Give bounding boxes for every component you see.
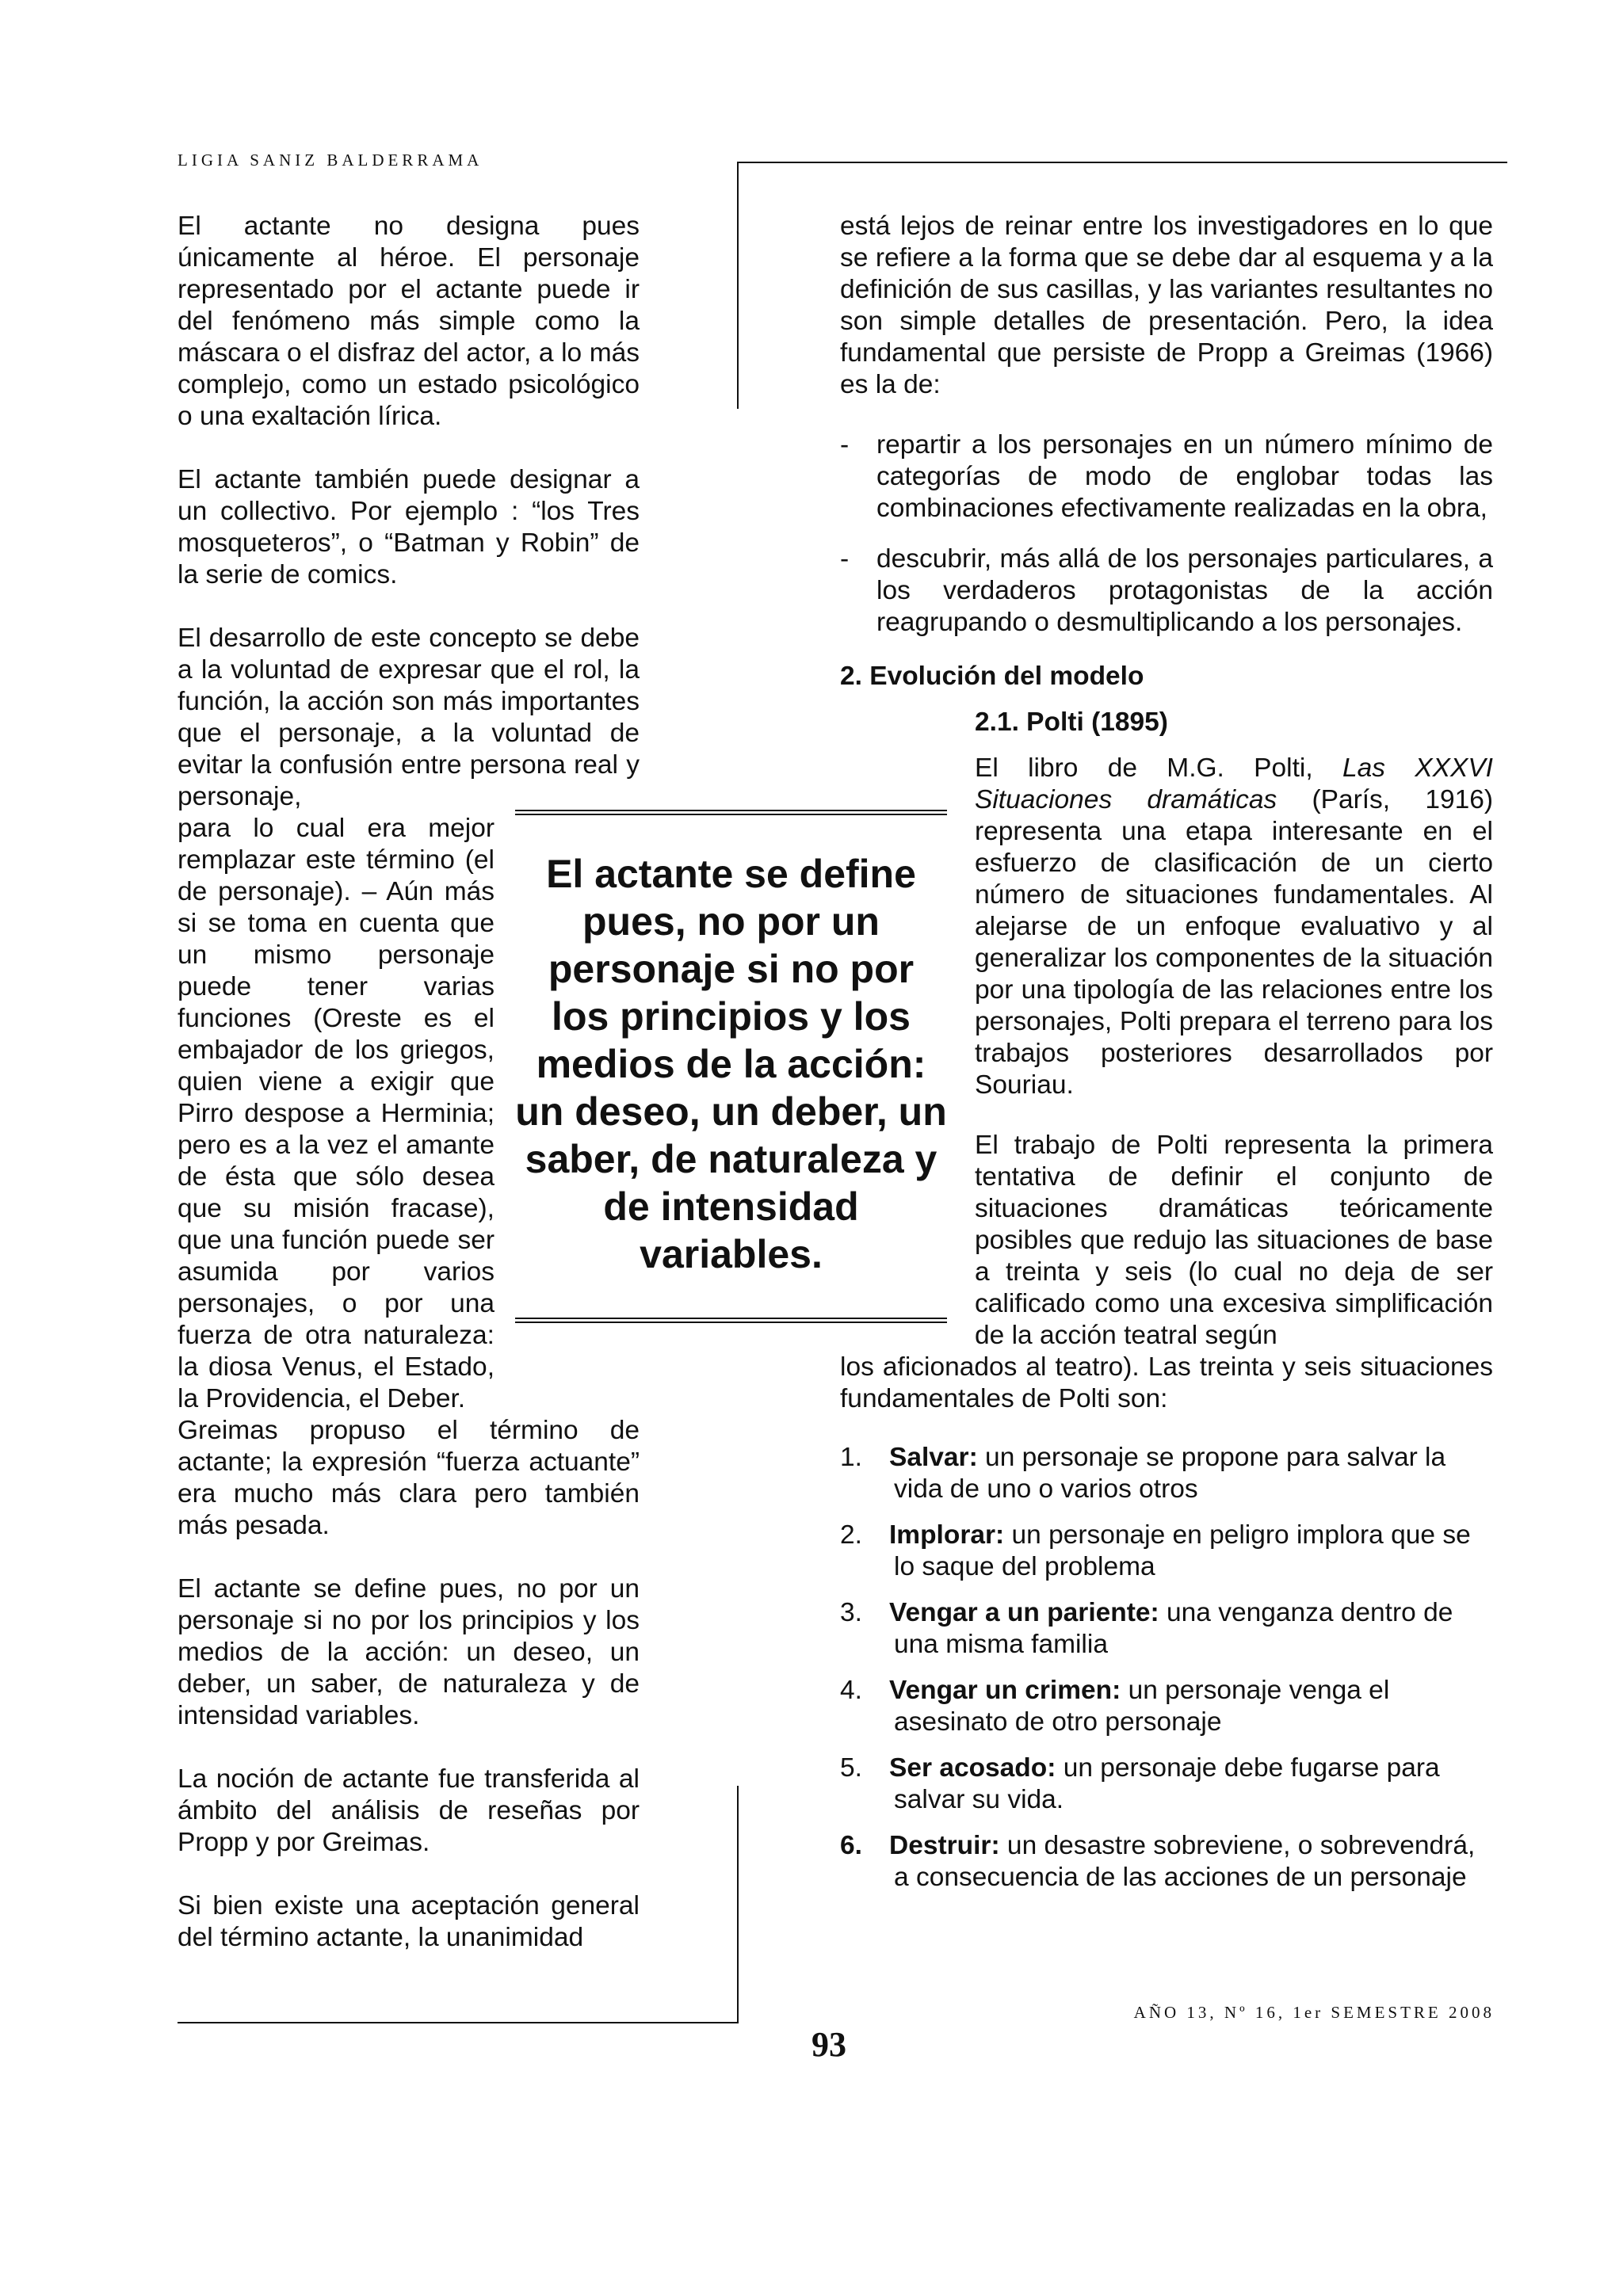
page-number: 93 (812, 2025, 846, 2064)
list-item-text (889, 1442, 1493, 1505)
frame-rule-bottom (178, 2022, 739, 2023)
list-item (840, 429, 1493, 524)
list-item-text (889, 1520, 1493, 1583)
list-item-text: repartir a los personajes en un número mínimo de categorías de modo de englobar todas las combinaciones efectivamente realizadas en la obra, (876, 430, 1493, 523)
paragraph-text: (París, 1916) representa una etapa interesante en el esfuerzo de clasificación de un cierto número de situaciones fundamentales. Al alejarse de un enfoque evaluativo y al generalizar los componentes de la situación por una tipología de las relaciones entre los personajes, Polti prepara el terreno para los trabajos posteriores desarrollados por Souriau. (975, 785, 1493, 1100)
section-heading: 2. Evolución del modelo (840, 662, 1144, 691)
paragraph: La noción de actante fue transferida al ámbito del análisis de reseñas por Propp y por Greimas. (178, 1764, 640, 1857)
situation-desc-cont: salvar su vida. (894, 1785, 1064, 1814)
list-item (840, 1520, 1493, 1583)
paragraph: Greimas propuso el término de actante; la expresión “fuerza actuante” era mucho más clara pero también más pesada. (178, 1416, 640, 1540)
list-item (840, 1830, 1493, 1894)
situation-desc-cont: a consecuencia de las acciones de un personaje (894, 1863, 1467, 1892)
frame-rule-top-vertical (737, 162, 739, 409)
dash-marker: - (840, 430, 850, 460)
issue-footer: AÑO 13, Nº 16, 1er SEMESTRE 2008 (1133, 2003, 1495, 2022)
situation-desc: un personaje venga el (1121, 1676, 1390, 1705)
situation-desc-cont: asesinato de otro personaje (894, 1707, 1222, 1737)
situation-term: Destruir: (889, 1831, 1000, 1860)
paragraph: El trabajo de Polti representa la primera tentativa de definir el conjunto de situaciones dramáticas teóricamente posibles que redujo las situaciones de base a treinta y seis (lo cual no deja de ser calificado como una excesiva simplificación de la acción teatral según (975, 1131, 1493, 1350)
list-number: 6. (840, 1831, 862, 1860)
frame-rule-top (737, 162, 1507, 163)
list-item-text (889, 1597, 1493, 1661)
paragraph: los aficionados al teatro). Las treinta y seis situaciones fundamentales de Polti son: (840, 1352, 1493, 1413)
list-item-text (889, 1830, 1493, 1894)
paragraph: El actante se define pues, no por un personaje si no por los principios y los medios de la acción: un deseo, un deber, un saber, de naturaleza y de intensidad variables. (178, 1574, 640, 1730)
list-item (840, 543, 1493, 639)
situation-desc: un personaje debe fugarse para (1056, 1753, 1440, 1783)
dash-marker: - (840, 544, 850, 574)
situation-desc: un desastre sobreviene, o sobrevendrá, (999, 1831, 1476, 1860)
situation-term: Salvar: (889, 1443, 978, 1472)
book-title: Las XXXVI Situaciones dramáticas (975, 753, 1493, 814)
situation-term: Implorar: (889, 1520, 1005, 1550)
list-item (840, 1597, 1493, 1661)
list-number: 5. (840, 1753, 862, 1783)
situation-term: Ser acosado: (889, 1753, 1056, 1783)
situation-desc: un personaje en peligro implora que se (1004, 1520, 1471, 1550)
paragraph: El actante no designa pues únicamente al héroe. El personaje representado por el actante puede ir del fenómeno más simple como la máscara o el disfraz del actor, a lo más complejo, como un estado psicológico o una exaltación lírica. (178, 212, 640, 431)
paragraph: Si bien existe una aceptación general del término actante, la unanimidad (178, 1891, 640, 1952)
list-item-text (889, 1753, 1493, 1816)
situation-desc: un personaje se propone para salvar la (977, 1443, 1446, 1472)
situation-term: Vengar un crimen: (889, 1676, 1121, 1705)
paragraph-text: El libro de M.G. Polti, (975, 753, 1342, 783)
paragraph: está lejos de reinar entre los investigadores en lo que se refiere a la forma que se debe dar al esquema y a la definición de sus casillas, y las variantes resultantes no son simple detalles de presentación. Pero, la idea fundamental que persiste de Propp a Greimas (1966) es la de: (840, 212, 1493, 399)
situation-term: Vengar a un pariente: (889, 1598, 1159, 1627)
list-item (840, 1753, 1493, 1816)
list-item (840, 1675, 1493, 1738)
paragraph: El desarrollo de este concepto se debe a la voluntad de expresar que el rol, la función, la acción son más importantes que el personaje, a la voluntad de evitar la confusión entre persona real y personaje, (178, 624, 640, 811)
situation-desc-cont: una misma familia (894, 1630, 1108, 1659)
right-column (840, 211, 1493, 1908)
list-number: 1. (840, 1443, 862, 1472)
list-item-text: descubrir, más allá de los personajes particulares, a los verdaderos protagonistas de la acción reagrupando o desmultiplicando a los personajes. (876, 544, 1493, 637)
paragraph-narrow: para lo cual era mejor remplazar este término (el de personaje). – Aún más si se toma en cuenta que un mismo personaje puede tener varias funciones (Oreste es el embajador de los griegos, quien viene a exigir que Pirro despose a Herminia; pero es a la vez el amante de ésta que sólo desea que su misión fracase), que una función puede ser asumida por varios personajes, o por una fuerza de otra naturaleza: la diosa Venus, el Estado, la Providencia, el Deber. (178, 814, 495, 1413)
list-item-text (889, 1675, 1493, 1738)
running-head: LIGIA SANIZ BALDERRAMA (178, 151, 483, 170)
situation-desc-cont: lo saque del problema (894, 1552, 1155, 1581)
list-number: 2. (840, 1520, 862, 1550)
situation-desc-cont: vida de uno o varios otros (894, 1474, 1198, 1504)
frame-rule-bottom-vertical (737, 1786, 739, 2023)
subsection-heading: 2.1. Polti (1895) (975, 707, 1168, 737)
list-item (840, 1442, 1493, 1505)
paragraph (975, 753, 1493, 1101)
paragraph: El actante también puede designar a un collectivo. Por ejemplo : “los Tres mosqueteros”, o “Batman y Robin” de la serie de comics. (178, 465, 640, 589)
situation-desc: una venganza dentro de (1159, 1598, 1453, 1627)
pull-quote: El actante se define pues, no por un personaje si no por los principios y los medios de la acción: un deseo, un deber, un saber, de naturaleza y de intensidad variables. (515, 810, 947, 1323)
list-number: 3. (840, 1598, 862, 1627)
list-number: 4. (840, 1676, 862, 1705)
